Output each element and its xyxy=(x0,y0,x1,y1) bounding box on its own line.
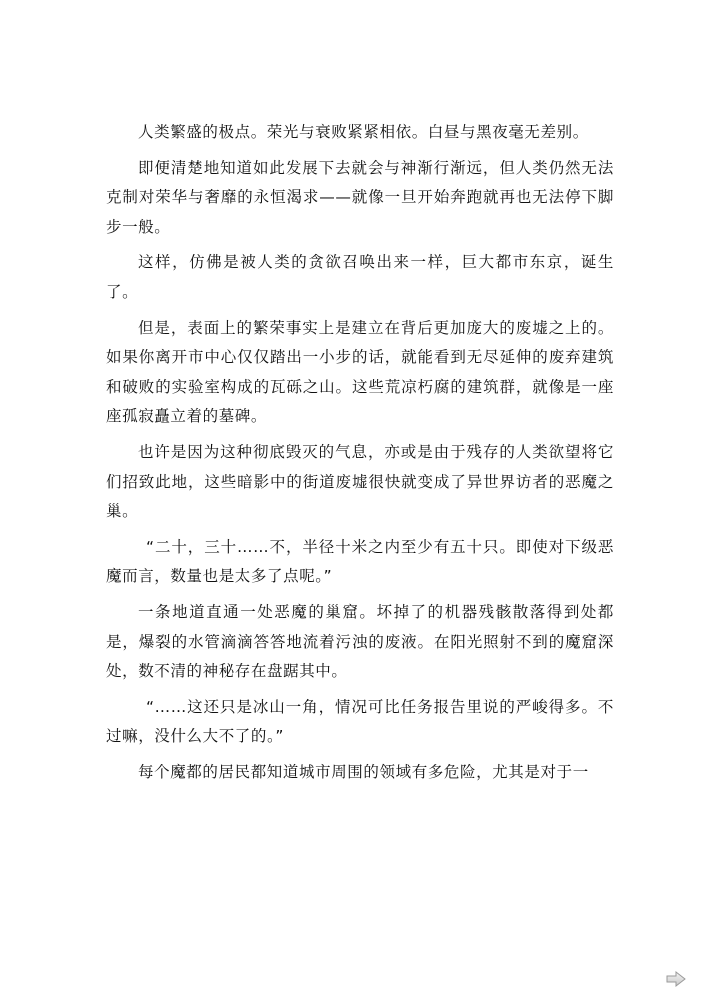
dialogue-paragraph: “二十，三十……不，半径十米之内至少有五十只。即使对下级恶魔而言，数量也是太多了点呢。” xyxy=(106,537,614,586)
paragraph: 人类繁盛的极点。荣光与衰败紧紧相依。白昼与黑夜毫无差别。 xyxy=(138,123,589,141)
next-page-button[interactable] xyxy=(665,970,687,988)
paragraph: 一条地道直通一处恶魔的巢窟。坏掉了的机器残骸散落得到处都是，爆裂的水管滴滴答答地流着污浊的废液。在阳光照射不到的魔窟深处，数不清的神秘存在盘踞其中。 xyxy=(106,602,614,681)
paragraph: 即便清楚地知道如此发展下去就会与神渐行渐远，但人类仍然无法克制对荣华与奢靡的永恒渴求——就像一旦开始奔跑就再也无法停下脚步一般。 xyxy=(106,158,614,236)
arrow-right-icon xyxy=(665,970,687,988)
paragraph: 也许是因为这种彻底毁灭的气息，亦或是由于残存的人类欲望将它们招致此地，这些暗影中的街道废墟很快就变成了异世界访者的恶魔之巢。 xyxy=(106,442,614,521)
document-body xyxy=(106,118,614,793)
paragraph: 但是，表面上的繁荣事实上是建立在背后更加庞大的废墟之上的。如果你离开市中心仅仅踏出一小步的话，就能看到无尽延伸的废弃建筑和破败的实验室构成的瓦砾之山。这些荒凉朽腐的建筑群，就像是一座座孤寂矗立着的墓碑。 xyxy=(106,318,614,426)
paragraph: 每个魔都的居民都知道城市周围的领域有多危险，尤其是对于一 xyxy=(138,762,589,781)
dialogue-paragraph: “……这还只是冰山一角，情况可比任务报告里说的严峻得多。不过嘛，没什么大不了的。” xyxy=(106,697,614,746)
paragraph: 这样，仿佛是被人类的贪欲召唤出来一样，巨大都市东京，诞生了。 xyxy=(106,253,614,301)
